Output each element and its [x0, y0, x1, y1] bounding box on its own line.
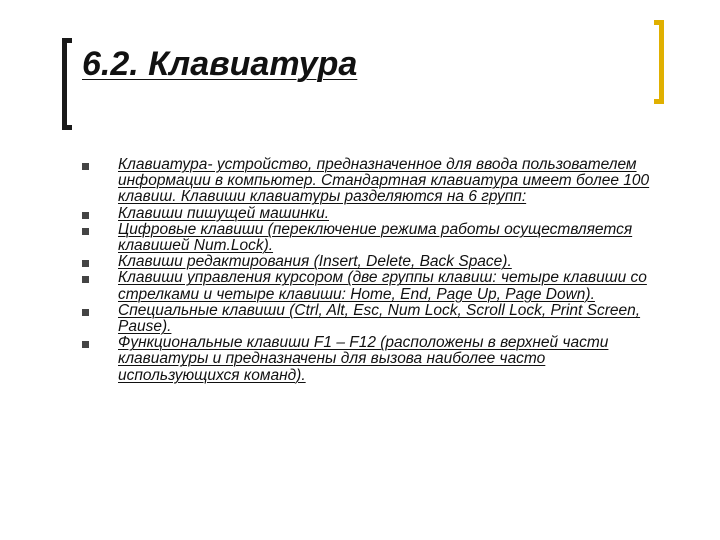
list-item — [82, 206, 670, 222]
square-bullet-icon — [82, 309, 89, 316]
list-item — [82, 303, 670, 335]
list-item-text: Специальные клавиши (Ctrl, Alt, Esc, Num Lock, Scroll Lock, Print Screen, Pause). — [118, 301, 641, 336]
list-item — [82, 222, 670, 254]
list-item-text: Функциональные клавиши F1 – F12 (расположены в верхней части клавиатуры и предназначены для вызова наиболее часто использующихся команд). — [118, 334, 609, 384]
right-bracket-decoration — [654, 20, 664, 104]
list-item — [82, 157, 670, 206]
list-item-text: Цифровые клавиши (переключение режима работы осуществляется клавишей Num.Lock). — [118, 220, 633, 255]
list-item — [82, 254, 670, 270]
square-bullet-icon — [82, 276, 89, 283]
square-bullet-icon — [82, 228, 89, 235]
list-item — [82, 270, 670, 302]
left-bracket-decoration — [62, 38, 72, 130]
list-item-text: Клавиши пишущей машинки. — [118, 204, 330, 222]
list-item — [82, 335, 670, 384]
list-item-text: Клавиатура- устройство, предназначенное для ввода пользователем информации в компьютер. Стандартная клавиатура имеет более 100 клавиш. Клавиши клавиатуры разделяются на 6 групп: — [118, 156, 650, 206]
bullet-list — [82, 157, 670, 384]
square-bullet-icon — [82, 212, 89, 219]
list-item-text: Клавиши управления курсором (две группы клавиш: четыре клавиши со стрелками и четыре клавиши: Home, End, Page Up, Page Down). — [118, 269, 647, 303]
square-bullet-icon — [82, 260, 89, 267]
square-bullet-icon — [82, 163, 89, 170]
square-bullet-icon — [82, 341, 89, 348]
slide-title: 6.2. Клавиатура — [82, 45, 358, 83]
list-item-text: Клавиши редактирования (Insert, Delete, Back Space). — [118, 253, 512, 271]
